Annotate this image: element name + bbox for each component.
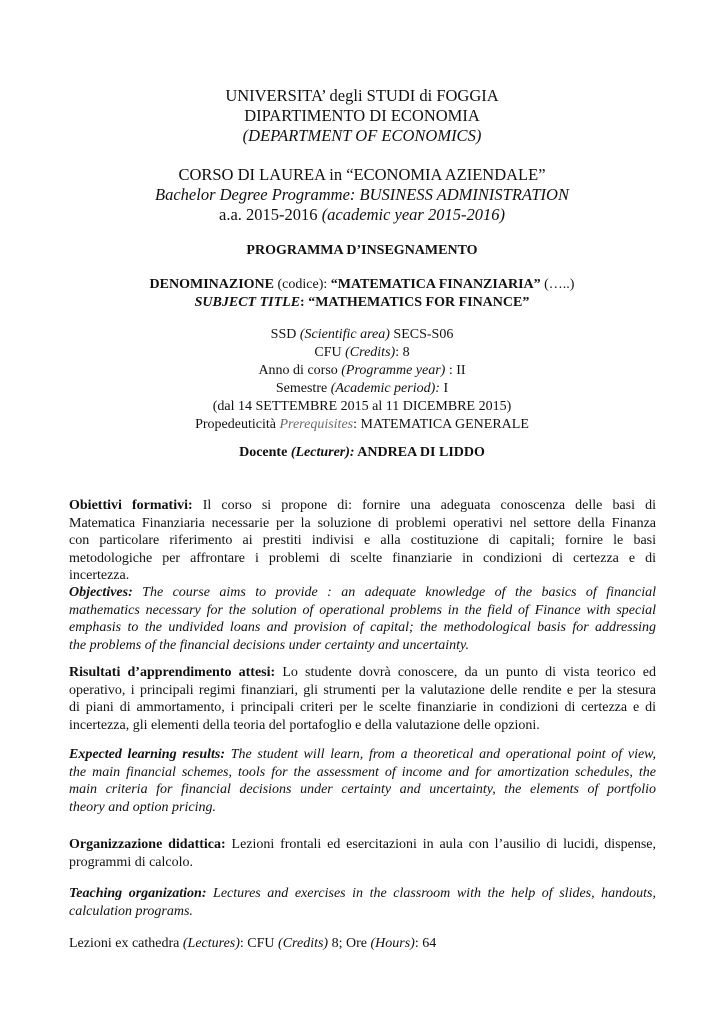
programma-title: PROGRAMMA D’INSEGNAMENTO <box>246 243 478 258</box>
lecturer-line: Docente (Lecturer): ANDREA DI LIDDO <box>239 445 485 460</box>
organizzazione-title: Organizzazione didattica: <box>69 837 226 852</box>
university-name: UNIVERSITA’ degli STUDI di FOGGIA <box>225 86 499 105</box>
risultati-paragraph: Risultati d’apprendimento attesi: Lo studente dovrà conoscere, da un punto di vista teorico ed operativo, i principali regimi finanziari, gli strumenti per la valutazione delle rendite e per la stesura di piani di ammortamento, i principali criteri per le scelte finanziarie in condizioni di certezza e di incertezza, gli elementi della teoria del portafoglio e della valutazione delle opzioni. <box>69 665 656 733</box>
expected-paragraph: Expected learning results: The student will learn, from a theoretical and operational point of view, the main financial schemes, tools for the assessment of income and for amortization schedules, the main criteria for financial decisions under certainty and uncertainty, the elements of portfolio theory and option pricing. <box>69 747 656 815</box>
objectives-title: Objectives: <box>69 585 133 600</box>
course-header <box>0 165 724 225</box>
subject-denominazione: DENOMINAZIONE (codice): “MATEMATICA FINANZIARIA” (…..) <box>149 277 575 292</box>
department-name: DIPARTIMENTO DI ECONOMIA <box>244 106 480 125</box>
dates-line: (dal 14 SETTEMBRE 2015 al 11 DICEMBRE 2015) <box>212 399 512 414</box>
expected-title: Expected learning results: <box>69 747 226 762</box>
ssd-line: SSD (Scientific area) SECS-S06 <box>270 327 454 342</box>
course-name: CORSO DI LAUREA in “ECONOMIA AZIENDALE” <box>178 165 546 184</box>
obiettivi-paragraph: Obiettivi formativi: Il corso si propone di: fornire una adeguata conoscenza delle basi di Matematica Finanziaria necessarie per la soluzione di problemi operativi nel settore della Finanza con particolare riferimento ai prestiti indivisi e alla costituzione di capitali; fornire le basi metodologiche per affrontare i problemi di scelte finanziarie in condizioni di certezza e di incertezza. <box>69 498 656 583</box>
academic-year: a.a. 2015-2016 (academic year 2015-2016) <box>219 205 505 224</box>
teaching-paragraph: Teaching organization: Lectures and exercises in the classroom with the help of slides, handouts, calculation programs. <box>69 886 657 919</box>
subject-block <box>0 276 724 312</box>
university-header <box>0 86 724 146</box>
course-name-en: Bachelor Degree Programme: BUSINESS ADMINISTRATION <box>155 185 569 204</box>
subject-title-en: SUBJECT TITLE: “MATHEMATICS FOR FINANCE” <box>194 295 530 310</box>
objectives-paragraph: Objectives: The course aims to provide : an adequate knowledge of the basics of financial mathematics necessary for the solution of operational problems in the field of Finance with special emphasis to the undivided loans and provision of capital; the methodological basis for addressing the problems of the financial decisions under certainty and uncertainty. <box>69 585 656 653</box>
obiettivi-title: Obiettivi formativi: <box>69 498 193 513</box>
department-name-en: (DEPARTMENT OF ECONOMICS) <box>242 126 482 145</box>
anno-line: Anno di corso (Programme year) : II <box>258 363 466 378</box>
course-info <box>0 326 724 434</box>
semestre-line: Semestre (Academic period): I <box>275 381 449 396</box>
cfu-line: CFU (Credits): 8 <box>314 345 410 360</box>
organizzazione-paragraph: Organizzazione didattica: Lezioni frontali ed esercitazioni in aula con l’ausilio di lucidi, dispense, programmi di calcolo. <box>69 837 656 870</box>
risultati-title: Risultati d’apprendimento attesi: <box>69 665 276 680</box>
lezioni-line: Lezioni ex cathedra (Lectures): CFU (Credits) 8; Ore (Hours): 64 <box>69 936 437 951</box>
prerequisites-line: Propedeuticità Prerequisites: MATEMATICA GENERALE <box>195 417 529 432</box>
teaching-title: Teaching organization: <box>69 886 207 901</box>
